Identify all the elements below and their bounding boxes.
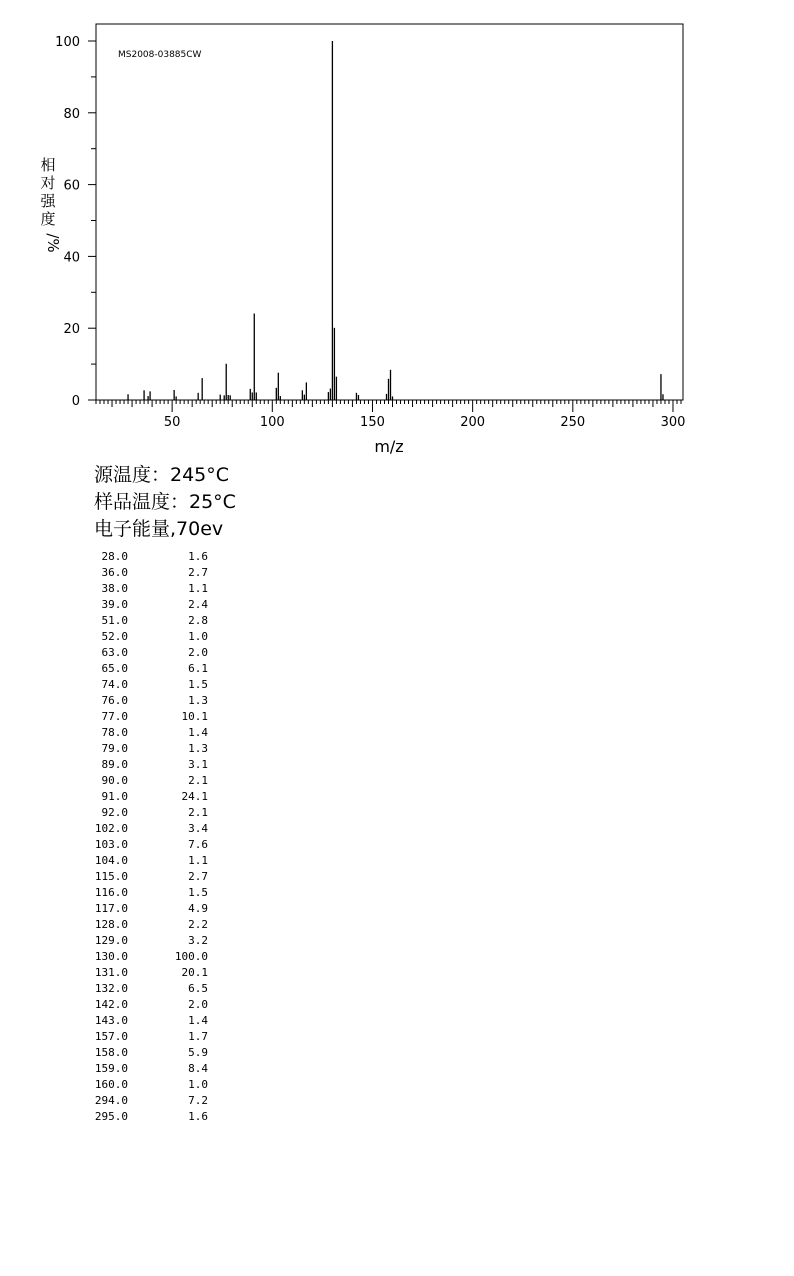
x-axis bbox=[96, 400, 685, 430]
peak-mz-value: 129.0 bbox=[94, 934, 128, 947]
peak-mz-value: 65.0 bbox=[101, 662, 128, 675]
peak-intensity-value: 3.4 bbox=[188, 822, 208, 835]
peak-mz-value: 116.0 bbox=[94, 886, 128, 899]
peak-intensity-value: 1.6 bbox=[188, 550, 208, 563]
peak-mz-value: 91.0 bbox=[101, 790, 128, 803]
peak-mz-value: 104.0 bbox=[94, 854, 128, 867]
x-tick-label: 150 bbox=[360, 415, 385, 430]
peak-mz-value: 130.0 bbox=[94, 950, 128, 963]
peak-intensity-value: 1.5 bbox=[188, 886, 208, 899]
peak-intensity-value: 24.1 bbox=[181, 790, 208, 803]
peak-table-row bbox=[80, 613, 220, 629]
peak-intensity-value: 1.4 bbox=[188, 726, 208, 739]
x-tick-label: 50 bbox=[163, 415, 181, 430]
peak-mz-value: 63.0 bbox=[101, 646, 128, 659]
peak-intensity-value: 2.4 bbox=[188, 598, 208, 611]
peak-mz-value: 157.0 bbox=[94, 1030, 128, 1043]
x-axis-label: m/z bbox=[374, 437, 404, 456]
peak-mz-value: 160.0 bbox=[94, 1078, 128, 1091]
peak-table-row bbox=[80, 805, 220, 821]
peak-intensity-value: 1.6 bbox=[188, 1110, 208, 1123]
peak-table-row bbox=[80, 821, 220, 837]
peak-table-row bbox=[80, 661, 220, 677]
peak-table-row bbox=[80, 837, 220, 853]
peak-mz-value: 115.0 bbox=[94, 870, 128, 883]
peak-list-table bbox=[80, 549, 220, 1125]
peak-intensity-value: 2.0 bbox=[188, 646, 208, 659]
y-tick-label: 60 bbox=[63, 178, 80, 194]
peak-intensity-value: 20.1 bbox=[181, 966, 208, 979]
y-tick-label: 80 bbox=[63, 106, 80, 122]
y-axis-label-char: 强 bbox=[40, 192, 56, 210]
peak-intensity-value: 1.0 bbox=[188, 1078, 208, 1091]
peak-table-row bbox=[80, 933, 220, 949]
mass-spectrum-chart bbox=[0, 0, 794, 460]
x-tick-label: 300 bbox=[660, 415, 686, 430]
peak-intensity-value: 2.8 bbox=[188, 614, 208, 627]
peak-mz-value: 102.0 bbox=[94, 822, 128, 835]
y-axis-label-unit: /% bbox=[44, 233, 62, 253]
peak-table-row bbox=[80, 773, 220, 789]
peak-table-row bbox=[80, 1093, 220, 1109]
peak-table-row bbox=[80, 629, 220, 645]
y-tick-label: 40 bbox=[63, 250, 80, 266]
peak-intensity-value: 6.1 bbox=[188, 662, 208, 675]
source-temperature: 源温度：245°C bbox=[94, 464, 230, 486]
peak-table-row bbox=[80, 581, 220, 597]
peak-mz-value: 158.0 bbox=[94, 1046, 128, 1059]
peak-table-row bbox=[80, 757, 220, 773]
peak-table-row bbox=[80, 789, 220, 805]
x-tick-label: 250 bbox=[560, 415, 586, 430]
peak-mz-value: 128.0 bbox=[94, 918, 128, 931]
peak-intensity-value: 1.3 bbox=[188, 694, 208, 707]
peak-intensity-value: 2.1 bbox=[188, 774, 208, 787]
peak-table-row bbox=[80, 1029, 220, 1045]
peak-intensity-value: 6.5 bbox=[188, 982, 208, 995]
electron-energy: 电子能量,70ev bbox=[94, 518, 224, 540]
peak-table-row bbox=[80, 981, 220, 997]
peak-mz-value: 159.0 bbox=[94, 1062, 128, 1075]
spectrum-id-annotation: MS2008-03885CW bbox=[118, 50, 202, 60]
y-axis-label-char: 相 bbox=[40, 156, 56, 174]
peak-table-row bbox=[80, 1109, 220, 1125]
peak-table-row bbox=[80, 645, 220, 661]
peak-table-row bbox=[80, 709, 220, 725]
peak-table-row bbox=[80, 741, 220, 757]
x-tick-label: 100 bbox=[259, 415, 285, 430]
peak-mz-value: 77.0 bbox=[101, 710, 128, 723]
peak-mz-value: 143.0 bbox=[94, 1014, 128, 1027]
plot-frame bbox=[96, 24, 683, 400]
peak-intensity-value: 10.1 bbox=[181, 710, 208, 723]
peak-mz-value: 76.0 bbox=[101, 694, 128, 707]
peak-table-row bbox=[80, 1045, 220, 1061]
peak-table-row bbox=[80, 965, 220, 981]
peak-intensity-value: 2.0 bbox=[188, 998, 208, 1011]
peak-table-row bbox=[80, 997, 220, 1013]
peak-mz-value: 131.0 bbox=[94, 966, 128, 979]
peak-table-row bbox=[80, 725, 220, 741]
peak-intensity-value: 2.2 bbox=[188, 918, 208, 931]
peak-table-row bbox=[80, 597, 220, 613]
peak-mz-value: 90.0 bbox=[101, 774, 128, 787]
peak-table-row bbox=[80, 869, 220, 885]
peak-intensity-value: 1.1 bbox=[188, 854, 208, 867]
peak-intensity-value: 3.2 bbox=[188, 934, 208, 947]
peak-intensity-value: 5.9 bbox=[188, 1046, 208, 1059]
peak-intensity-value: 7.6 bbox=[188, 838, 208, 851]
peak-intensity-value: 1.7 bbox=[188, 1030, 208, 1043]
peak-mz-value: 92.0 bbox=[101, 806, 128, 819]
peak-intensity-value: 2.7 bbox=[188, 566, 208, 579]
peak-table-row bbox=[80, 949, 220, 965]
peak-table-row bbox=[80, 677, 220, 693]
y-tick-label: 100 bbox=[55, 35, 80, 50]
peak-mz-value: 52.0 bbox=[101, 630, 128, 643]
y-tick-label: 0 bbox=[71, 394, 80, 409]
peak-table-row bbox=[80, 917, 220, 933]
peak-intensity-value: 1.5 bbox=[188, 678, 208, 691]
peak-intensity-value: 1.3 bbox=[188, 742, 208, 755]
peak-mz-value: 39.0 bbox=[101, 598, 128, 611]
y-axis-label-char: 对 bbox=[40, 174, 56, 192]
peak-mz-value: 295.0 bbox=[94, 1110, 128, 1123]
peak-intensity-value: 3.1 bbox=[188, 758, 208, 771]
peak-mz-value: 79.0 bbox=[101, 742, 128, 755]
x-tick-label: 200 bbox=[460, 415, 486, 430]
peak-intensity-value: 1.4 bbox=[188, 1014, 208, 1027]
peak-table-row bbox=[80, 1077, 220, 1093]
peak-intensity-value: 7.2 bbox=[188, 1094, 208, 1107]
spectrum-peaks bbox=[128, 41, 663, 400]
peak-mz-value: 78.0 bbox=[101, 726, 128, 739]
peak-mz-value: 117.0 bbox=[94, 902, 128, 915]
peak-mz-value: 36.0 bbox=[101, 566, 128, 579]
peak-mz-value: 132.0 bbox=[94, 982, 128, 995]
peak-intensity-value: 8.4 bbox=[188, 1062, 208, 1075]
peak-intensity-value: 100.0 bbox=[174, 950, 208, 963]
peak-intensity-value: 4.9 bbox=[188, 902, 208, 915]
peak-mz-value: 38.0 bbox=[101, 582, 128, 595]
peak-intensity-value: 2.7 bbox=[188, 870, 208, 883]
y-axis-label bbox=[40, 156, 62, 253]
peak-table-row bbox=[80, 853, 220, 869]
peak-mz-value: 294.0 bbox=[94, 1094, 128, 1107]
peak-table-row bbox=[80, 1013, 220, 1029]
peak-table-row bbox=[80, 565, 220, 581]
y-axis-label-char: 度 bbox=[40, 210, 56, 228]
peak-mz-value: 103.0 bbox=[94, 838, 128, 851]
peak-table-row bbox=[80, 885, 220, 901]
peak-table-row bbox=[80, 901, 220, 917]
peak-mz-value: 74.0 bbox=[101, 678, 128, 691]
sample-temperature: 样品温度：25°C bbox=[94, 491, 236, 513]
peak-table-row bbox=[80, 693, 220, 709]
peak-mz-value: 28.0 bbox=[101, 550, 128, 563]
peak-table-row bbox=[80, 1061, 220, 1077]
peak-intensity-value: 1.1 bbox=[188, 582, 208, 595]
peak-intensity-value: 1.0 bbox=[188, 630, 208, 643]
peak-mz-value: 51.0 bbox=[101, 614, 128, 627]
peak-table-row bbox=[80, 549, 220, 565]
y-axis bbox=[55, 35, 96, 409]
y-tick-label: 20 bbox=[63, 322, 80, 338]
peak-mz-value: 142.0 bbox=[94, 998, 128, 1011]
peak-intensity-value: 2.1 bbox=[188, 806, 208, 819]
peak-mz-value: 89.0 bbox=[101, 758, 128, 771]
